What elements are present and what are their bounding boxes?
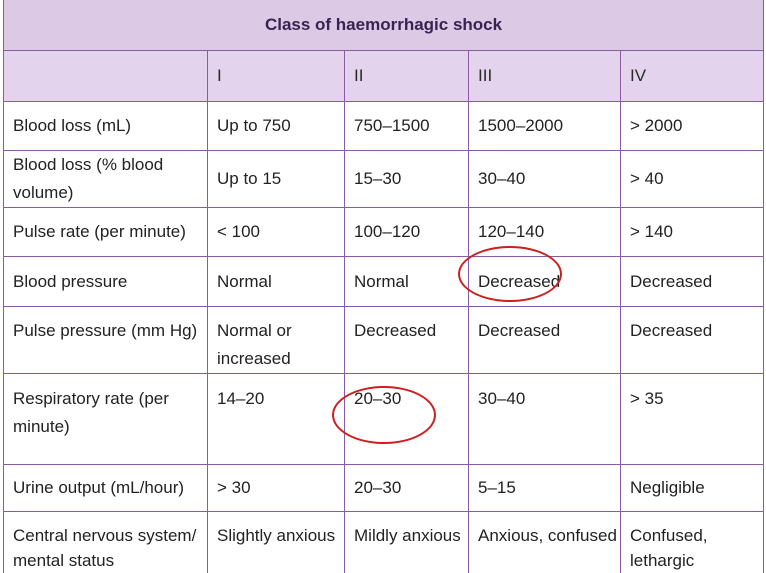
table-cell: 30–40 [469,151,621,208]
table-cell: 750–1500 [345,102,469,151]
table-cell: 100–120 [345,208,469,257]
table-row [4,151,764,208]
row-label: Blood pressure [4,257,208,307]
table-row [4,374,764,465]
table-cell: 20–30 [345,374,469,465]
table-cell: Slightly anxious [208,512,345,573]
table-cell: Anxious, confused [469,512,621,573]
table-cell: Negligible [621,465,764,512]
table-cell: 5–15 [469,465,621,512]
table-cell: Up to 750 [208,102,345,151]
table-cell: 120–140 [469,208,621,257]
row-label: Central nervous system/ mental status [4,512,208,573]
table-cell: Normal [345,257,469,307]
row-label: Pulse rate (per minute) [4,208,208,257]
class-header-row [4,51,764,102]
table-row [4,102,764,151]
class-header-4: IV [621,51,764,102]
table-row [4,307,764,374]
row-label: Pulse pressure (mm Hg) [4,307,208,374]
table-row [4,512,764,573]
table-cell: Decreased [621,307,764,374]
shock-classification-table-wrap [3,0,763,573]
table-cell: Up to 15 [208,151,345,208]
table-cell: Normal or increased [208,307,345,374]
row-label: Urine output (mL/hour) [4,465,208,512]
row-label: Respiratory rate (per minute) [4,374,208,465]
table-row [4,208,764,257]
class-header-3: III [469,51,621,102]
row-label: Blood loss (mL) [4,102,208,151]
table-cell: 14–20 [208,374,345,465]
table-cell: 15–30 [345,151,469,208]
table-cell: Decreased [345,307,469,374]
table-cell: > 35 [621,374,764,465]
table-cell: Mildly anxious [345,512,469,573]
class-header-empty [4,51,208,102]
table-cell: > 140 [621,208,764,257]
class-header-1: I [208,51,345,102]
table-cell: > 2000 [621,102,764,151]
table-cell: 1500–2000 [469,102,621,151]
table-cell: Confused, lethargic [621,512,764,573]
table-cell: > 30 [208,465,345,512]
table-row [4,257,764,307]
table-cell: Decreased [469,257,621,307]
class-header-2: II [345,51,469,102]
table-row [4,465,764,512]
table-cell: < 100 [208,208,345,257]
table-title: Class of haemorrhagic shock [4,0,764,51]
table-cell: Decreased [621,257,764,307]
table-cell: 30–40 [469,374,621,465]
table-title-row [4,0,764,51]
shock-classification-table [3,0,764,573]
table-cell: 20–30 [345,465,469,512]
table-cell: Decreased [469,307,621,374]
row-label: Blood loss (% blood volume) [4,151,208,208]
table-cell: Normal [208,257,345,307]
table-cell: > 40 [621,151,764,208]
